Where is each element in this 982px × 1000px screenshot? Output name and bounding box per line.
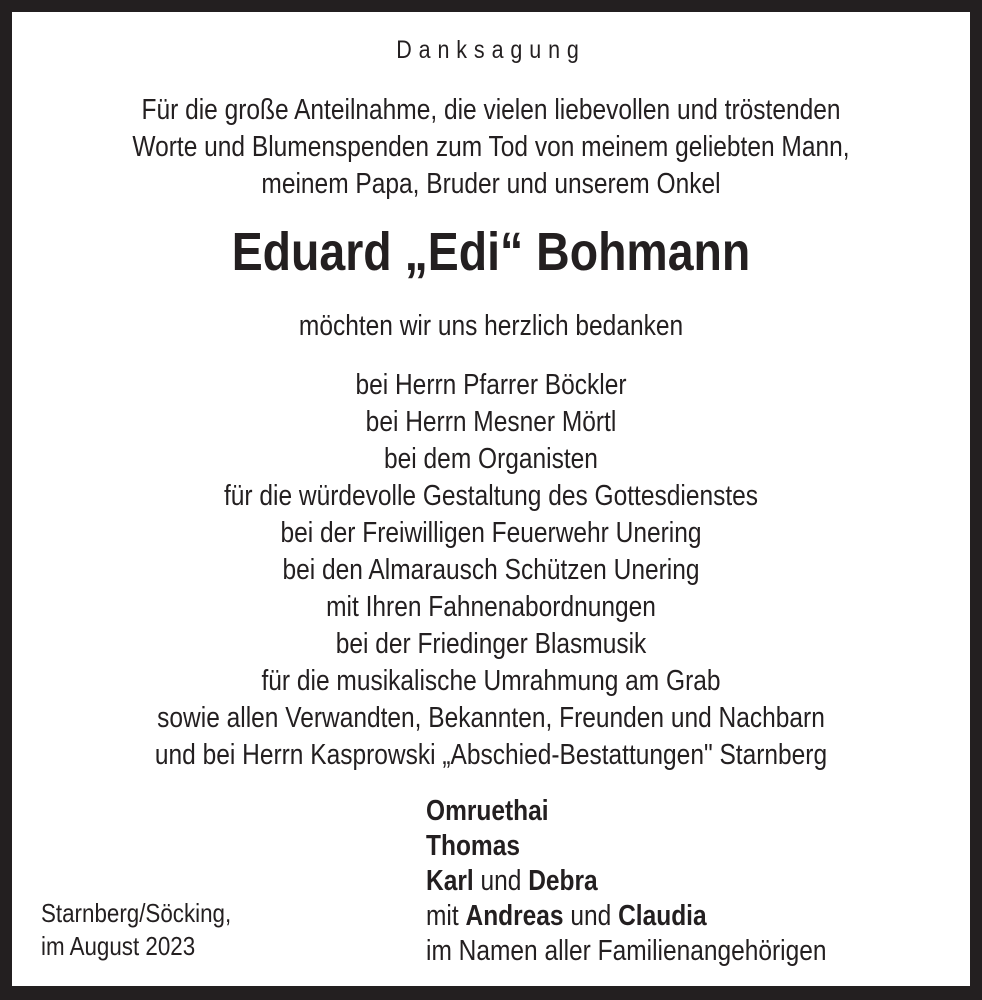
family-name: Omruethai [426,795,549,827]
family-name: Thomas [426,830,520,862]
thanks-line: mit Ihren Fahnenabordnungen [326,591,656,623]
thanks-line: bei Herrn Pfarrer Böckler [355,369,627,401]
thanks-line: und bei Herrn Kasprowski „Abschied-Bestattungen" Starnberg [154,739,828,771]
thanks-subline: möchten wir uns herzlich bedanken [298,310,684,342]
thanks-line: bei Herrn Mesner Mörtl [365,406,617,438]
place: Starnberg/Söcking, [41,898,232,928]
family-name: Claudia [618,900,707,932]
conjunction: und [473,865,529,897]
notice-heading: Danksagung [396,36,586,64]
family-name: Debra [528,865,598,897]
obituary-thanks-notice [12,12,970,986]
family-signatures [426,794,827,969]
intro-text [79,92,903,203]
thanks-line: bei der Friedinger Blasmusik [335,628,647,660]
family-name: Karl [426,865,474,897]
prefix: mit [426,900,466,932]
thanks-line: für die würdevolle Gestaltung des Gottesdienstes [223,480,759,512]
closing-line: im Namen aller Familienangehörigen [426,935,827,967]
intro-line: meinem Papa, Bruder und unserem Onkel [261,168,721,200]
place-date [41,897,231,963]
thanks-list [79,367,903,774]
thanks-line: bei den Almarausch Schützen Unering [282,554,700,586]
thanks-line: bei dem Organisten [384,443,598,475]
thanks-line: bei der Freiwilligen Feuerwehr Unering [280,517,702,549]
thanks-line: sowie allen Verwandten, Bekannten, Freunden und Nachbarn [157,702,825,734]
intro-line: Worte und Blumenspenden zum Tod von meinem geliebten Mann, [132,131,850,163]
deceased-name: Eduard „Edi“ Bohmann [231,222,751,282]
family-name: Andreas [465,900,564,932]
intro-line: Für die große Anteilnahme, die vielen liebevollen und tröstenden [141,94,841,126]
thanks-line: für die musikalische Umrahmung am Grab [261,665,721,697]
date: im August 2023 [41,931,196,961]
conjunction: und [563,900,619,932]
